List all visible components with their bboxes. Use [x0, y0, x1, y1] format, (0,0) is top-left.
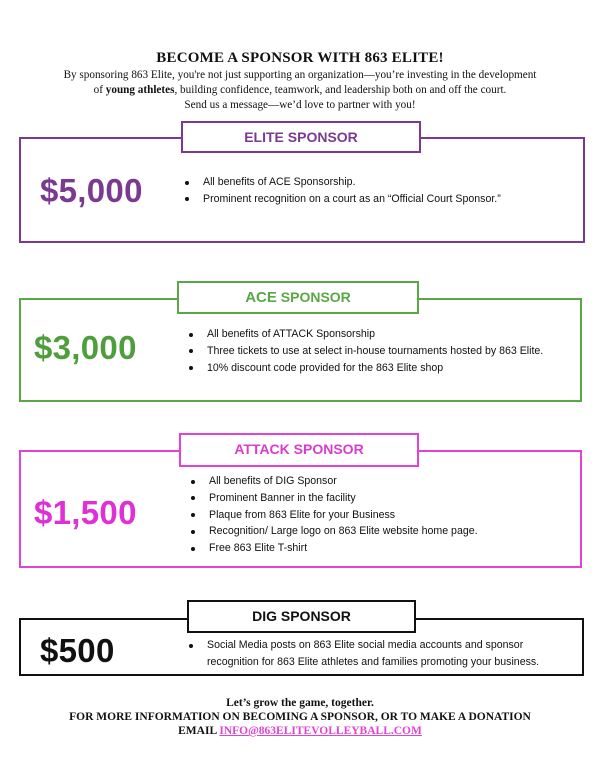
benefit-item: All benefits of ATTACK Sponsorship — [189, 326, 543, 343]
footer-tagline: Let’s grow the game, together. — [226, 697, 374, 709]
dig-sponsor-title: DIG SPONSOR — [187, 600, 416, 633]
intro-line-2-bold: young athletes — [105, 84, 175, 96]
email-link[interactable]: INFO@863ELITEVOLLEYBALL.COM — [219, 725, 422, 737]
intro-text — [0, 68, 600, 113]
page-header — [0, 50, 600, 113]
benefit-item: Plaque from 863 Elite for your Business — [191, 507, 478, 524]
ace-benefits-list — [189, 326, 543, 376]
ace-sponsor-title — [177, 281, 419, 314]
dig-sponsor-price: $500 — [40, 632, 115, 669]
intro-line-2 — [0, 83, 600, 98]
ace-title-sponsor-word: SPONSOR — [280, 289, 351, 305]
elite-sponsor-title: ELITE SPONSOR — [181, 121, 421, 153]
benefit-item: Three tickets to use at select in-house tournaments hosted by 863 Elite. — [189, 343, 543, 360]
footer-info-line: FOR MORE INFORMATION ON BECOMING A SPONSOR, OR TO MAKE A DONATION — [69, 711, 531, 723]
ace-sponsor-price: $3,000 — [34, 329, 137, 366]
benefit-item: All benefits of DIG Sponsor — [191, 473, 478, 490]
dig-benefits-list — [189, 637, 569, 671]
elite-sponsor-price: $5,000 — [40, 172, 143, 209]
benefit-item: Free 863 Elite T-shirt — [191, 540, 478, 557]
intro-line-1: By sponsoring 863 Elite, you're not just supporting an organization—you’re investing in the development — [63, 69, 537, 81]
elite-benefits-list — [185, 174, 501, 208]
benefit-item: Recognition/ Large logo on 863 Elite website home page. — [191, 523, 478, 540]
page-title: BECOME A SPONSOR WITH 863 ELITE! — [156, 50, 444, 66]
intro-line-3: Send us a message—we’d love to partner with you! — [184, 99, 416, 111]
footer-email-line — [0, 724, 600, 738]
benefit-item: Prominent Banner in the facility — [191, 490, 478, 507]
email-label: EMAIL — [178, 725, 220, 737]
attack-sponsor-price: $1,500 — [34, 494, 137, 531]
intro-line-2-pre: of — [93, 84, 106, 96]
page-footer — [0, 696, 600, 738]
attack-benefits-list — [191, 473, 478, 557]
intro-line-2-post: , building confidence, teamwork, and leadership both on and off the court. — [174, 84, 507, 96]
attack-sponsor-title: ATTACK SPONSOR — [179, 433, 419, 467]
benefit-item: All benefits of ACE Sponsorship. — [185, 174, 501, 191]
benefit-item: 10% discount code provided for the 863 Elite shop — [189, 360, 543, 377]
benefit-item: Prominent recognition on a court as an “Official Court Sponsor.” — [185, 191, 501, 208]
benefit-item: Social Media posts on 863 Elite social media accounts and sponsor recognition for 863 Elite athletes and families promoting your business. — [189, 637, 569, 671]
ace-title-word: ACE — [245, 289, 277, 306]
